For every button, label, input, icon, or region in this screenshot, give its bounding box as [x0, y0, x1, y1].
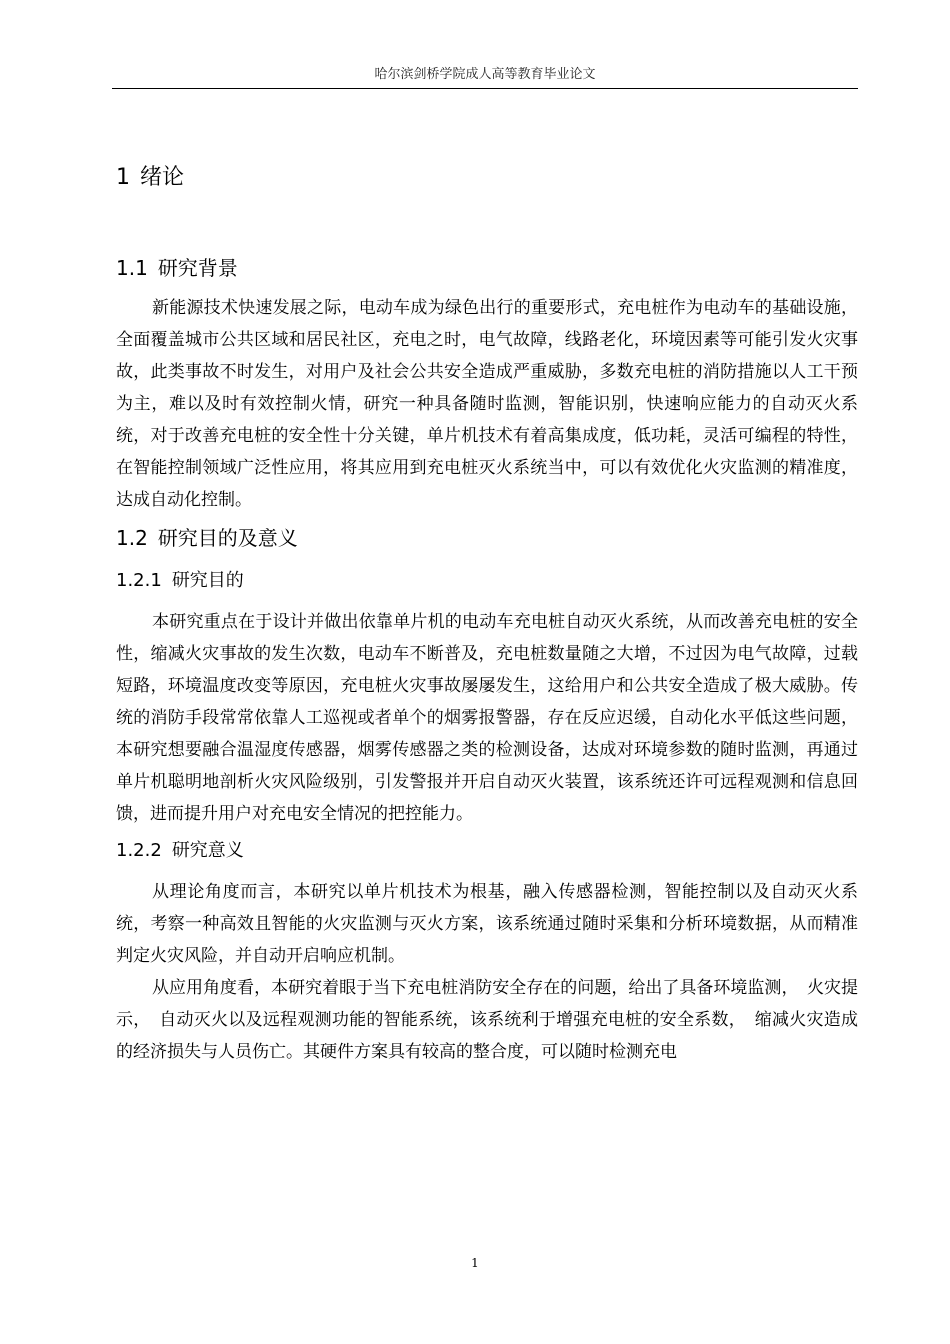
subsection-title: 研究目的	[171, 570, 244, 591]
paragraph-significance-theory: 从理论角度而言，本研究以单片机技术为根基，融入传感器检测，智能控制以及自动灭火系统，考察一种高效且智能的火灾监测与灭火方案，该系统通过随时采集和分析环境数据，从而精准判定火灾风险，并自动开启响应机制。	[116, 882, 858, 966]
section-title: 研究目的及意义	[157, 526, 298, 550]
subsection-heading-1-2-1	[116, 564, 858, 598]
subsection-number: 1.2.1	[116, 570, 162, 591]
page-body	[116, 158, 858, 1068]
running-header: 哈尔滨剑桥学院成人高等教育毕业论文	[374, 67, 596, 82]
subsection-heading-1-2-2	[116, 834, 858, 868]
paragraph-significance-application: 从应用角度看，本研究着眼于当下充电桩消防安全存在的问题，给出了具备环境监测， 火灾提示， 自动灭火以及远程观测功能的智能系统，该系统利于增强充电桩的安全系数， 缩减火灾造成的经济损失与人员伤亡。其硬件方案具有较高的整合度，可以随时检测充电	[116, 978, 858, 1062]
chapter-number: 1	[116, 165, 130, 190]
header-rule	[112, 88, 858, 89]
page-number: 1	[471, 1256, 479, 1270]
paragraph-purpose: 本研究重点在于设计并做出依靠单片机的电动车充电桩自动灭火系统，从而改善充电桩的安全性，缩减火灾事故的发生次数，电动车不断普及，充电桩数量随之大增，不过因为电气故障，过载短路，环境温度改变等原因，充电桩火灾事故屡屡发生，这给用户和公共安全造成了极大威胁。传统的消防手段常常依靠人工巡视或者单个的烟雾报警器，存在反应迟缓，自动化水平低这些问题，本研究想要融合温湿度传感器，烟雾传感器之类的检测设备，达成对环境参数的随时监测，再通过单片机聪明地剖析火灾风险级别，引发警报并开启自动灭火装置，该系统还许可远程观测和信息回馈，进而提升用户对充电安全情况的把控能力。	[116, 612, 858, 824]
subsection-number: 1.2.2	[116, 840, 162, 861]
section-number: 1.2	[116, 526, 148, 550]
paragraph-background: 新能源技术快速发展之际，电动车成为绿色出行的重要形式，充电桩作为电动车的基础设施，全面覆盖城市公共区域和居民社区，充电之时，电气故障，线路老化，环境因素等可能引发火灾事故，此类事故不时发生，对用户及社会公共安全造成严重威胁，多数充电桩的消防措施以人工干预为主，难以及时有效控制火情，研究一种具备随时监测，智能识别，快速响应能力的自动灭火系统，对于改善充电桩的安全性十分关键，单片机技术有着高集成度，低功耗，灵活可编程的特性，在智能控制领域广泛性应用，将其应用到充电桩灭火系统当中，可以有效优化火灾监测的精准度，达成自动化控制。	[116, 298, 858, 510]
chapter-heading	[116, 158, 858, 220]
chapter-title: 绪论	[140, 165, 185, 190]
section-heading-1-1	[116, 250, 858, 286]
subsection-title: 研究意义	[171, 840, 244, 861]
section-title: 研究背景	[157, 256, 238, 280]
section-heading-1-2	[116, 520, 858, 556]
section-number: 1.1	[116, 256, 148, 280]
